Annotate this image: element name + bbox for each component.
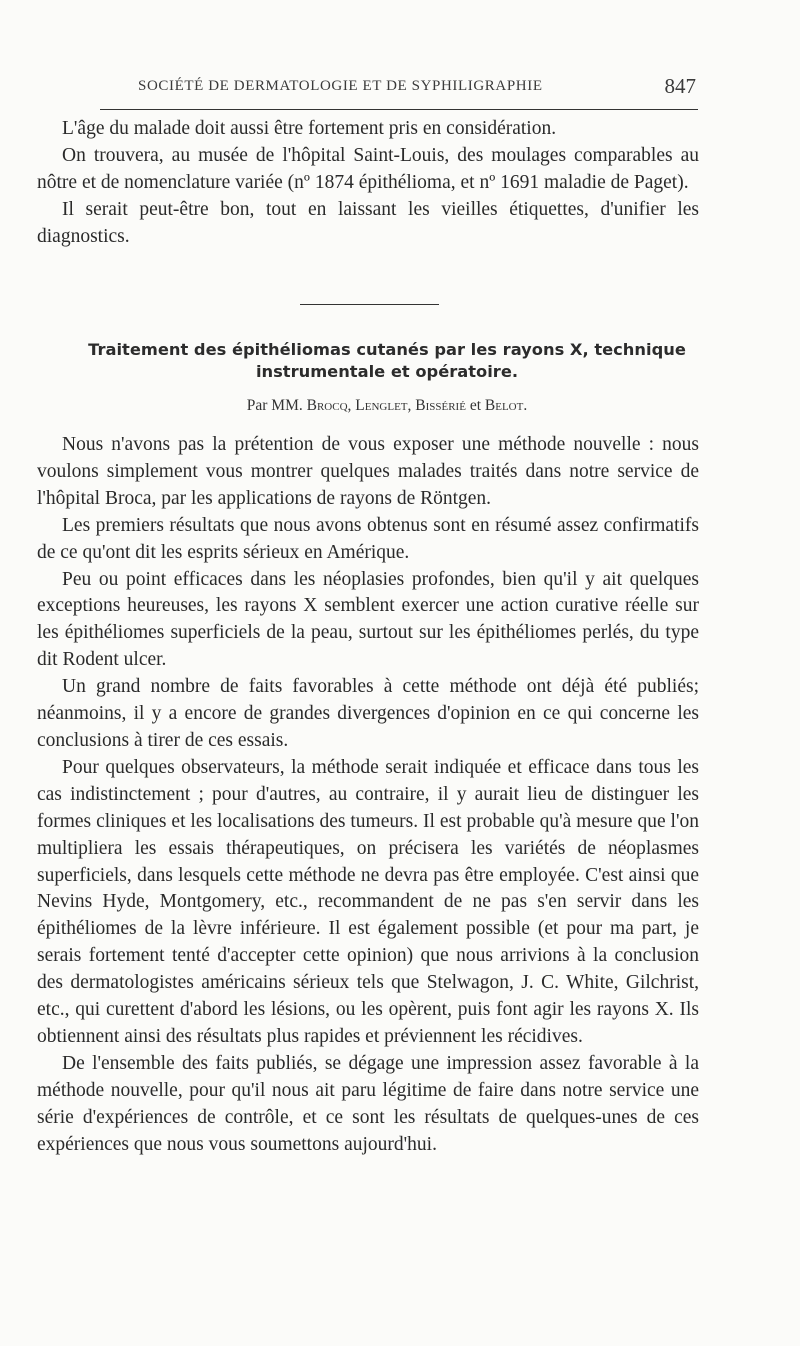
paragraph: On trouvera, au musée de l'hôpital Saint-Louis, des moulages comparables au nôtre et de nomenclature variée (nº 1874 épithélioma, et nº 1691 maladie de Paget). (37, 144, 699, 193)
page-number: 847 (664, 74, 696, 98)
paragraph: Nous n'avons pas la prétention de vous exposer une méthode nouvelle : nous voulons simplement vous montrer quelques malades traités dans notre service de l'hôpital Broca, par les applications de rayons de Röntgen. (37, 434, 699, 509)
paragraph: Les premiers résultats que nous avons obtenus sont en résumé assez confirmatifs de ce qu'ont dit les esprits sérieux en Amérique. (37, 514, 699, 563)
article-authors: Par MM. Brocq, Lenglet, Bissérié et Belot. (246, 397, 528, 414)
paragraph: L'âge du malade doit aussi être fortement pris en considération. (62, 118, 557, 139)
paragraph: Un grand nombre de faits favorables à cette méthode ont déjà été publiés; néanmoins, il y a encore de grandes divergences d'opinion en ce qui concerne les conclusions à tirer de ces essais. (37, 676, 699, 751)
author-name: Lenglet (355, 397, 408, 414)
previous-section (37, 116, 699, 251)
running-title: SOCIÉTÉ DE DERMATOLOGIE ET DE SYPHILIGRAPHIE (138, 78, 543, 94)
section-separator (300, 304, 439, 305)
article-title: Traitement des épithéliomas cutanés par les rayons X, technique instrumentale et opératoire. (88, 340, 686, 381)
header-rule (100, 109, 698, 110)
article-body (37, 432, 699, 1158)
authors-joiner: et (469, 397, 482, 414)
paragraph: Il serait peut-être bon, tout en laissant les vieilles étiquettes, d'unifier les diagnostics. (37, 198, 699, 247)
author-name: Belot. (484, 397, 528, 414)
author-name: Bissérié (415, 397, 466, 414)
paragraph: Peu ou point efficaces dans les néoplasies profondes, bien qu'il y ait quelques exceptions heureuses, les rayons X semblent exercer une action curative réelle sur les épithéliomes superficiels de la peau, surtout sur les épithéliomes perlés, du type dit Rodent ulcer. (37, 568, 699, 671)
authors-prefix: Par MM. (246, 397, 303, 414)
paragraph: Pour quelques observateurs, la méthode serait indiquée et efficace dans tous les cas indistinctement ; pour d'autres, au contraire, il y aurait lieu de distinguer les formes cliniques et les localisations des tumeurs. Il est probable qu'à mesure que l'on multipliera les essais thérapeutiques, on précisera les variétés de néoplasmes superficiels, dans lesquels cette méthode ne devra pas être employée. C'est ainsi que Nevins Hyde, Montgomery, etc., recommandent de ne pas s'en servir dans les épithéliomes de la lèvre inférieure. Il est également possible (et pour ma part, je serais fortement tenté d'accepter cette opinion) que nous arrivions à la conclusion des dermatologistes américains sérieux tels que Stelwagon, J. C. White, Gilchrist, etc., qui curettent d'abord les lésions, ou les opèrent, puis font agir les rayons X. Ils obtiennent ainsi des résultats plus rapides et préviennent les récidives. (37, 756, 699, 1047)
paragraph: De l'ensemble des faits publiés, se dégage une impression assez favorable à la méthode nouvelle, pour qu'il nous ait paru légitime de faire dans notre service une série d'expériences de contrôle, et ce sont les résultats de quelques-unes de ces expériences que nous vous soumettons aujourd'hui. (37, 1052, 699, 1155)
author-name: Brocq (306, 397, 348, 414)
running-header (100, 74, 698, 100)
